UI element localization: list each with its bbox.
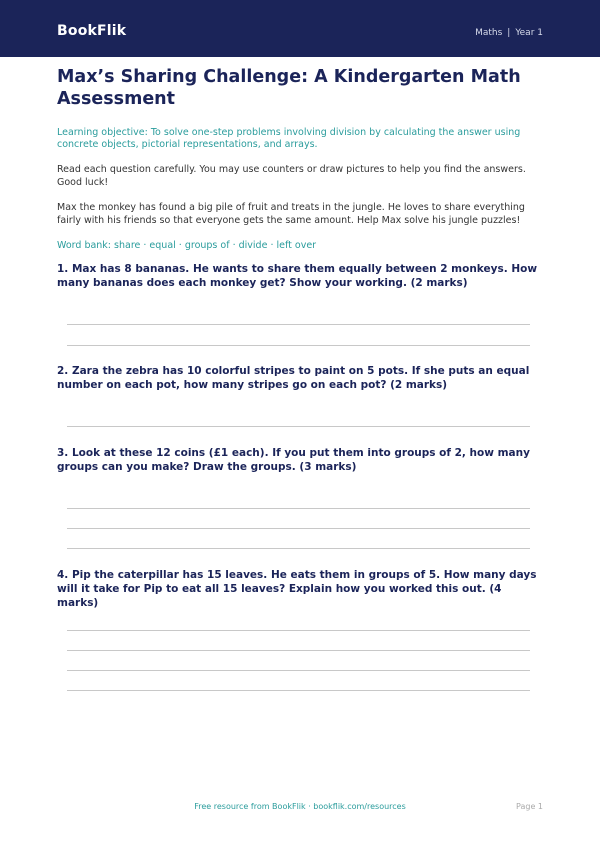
brand-logo-text[interactable]: BookFlik bbox=[57, 23, 127, 39]
year-label: Year 1 bbox=[515, 28, 543, 38]
subject-year-label bbox=[475, 28, 543, 38]
instructions-text: Read each question carefully. You may use counters or draw pictures to help you find the answers. Good luck! bbox=[57, 164, 526, 188]
answer-line[interactable] bbox=[67, 670, 530, 671]
meta-separator: | bbox=[507, 28, 511, 38]
worksheet-intro bbox=[57, 66, 542, 252]
subject-label: Maths bbox=[475, 28, 503, 38]
question-1: 1. Max has 8 bananas. He wants to share them equally between 2 monkeys. How many bananas does each monkey get? Show your working. (2 marks) bbox=[57, 263, 538, 289]
page-title: Max’s Sharing Challenge: A Kindergarten Math Assessment bbox=[57, 67, 521, 109]
answer-line[interactable] bbox=[67, 324, 530, 325]
footer-resource-link[interactable]: Free resource from BookFlik · bookflik.com/resources bbox=[194, 802, 406, 811]
question-2: 2. Zara the zebra has 10 colorful stripes to paint on 5 pots. If she puts an equal number on each pot, how many stripes go on each pot? (2 marks) bbox=[57, 365, 530, 391]
answer-line[interactable] bbox=[67, 345, 530, 346]
question-3: 3. Look at these 12 coins (£1 each). If you put them into groups of 2, how many groups can you make? Draw the groups. (3 marks) bbox=[57, 447, 530, 473]
answer-line[interactable] bbox=[67, 650, 530, 651]
site-header bbox=[0, 0, 600, 57]
word-bank: Word bank: share · equal · groups of · divide · left over bbox=[57, 240, 317, 251]
question-4: 4. Pip the caterpillar has 15 leaves. He eats them in groups of 5. How many days will it take for Pip to eat all 15 leaves? Explain how you worked this out. (4 marks) bbox=[57, 569, 537, 609]
answer-line[interactable] bbox=[67, 630, 530, 631]
answer-line[interactable] bbox=[67, 548, 530, 549]
answer-line[interactable] bbox=[67, 528, 530, 529]
story-text: Max the monkey has found a big pile of fruit and treats in the jungle. He loves to share everything fairly with his friends so that everyone gets the same amount. Help Max solve his jungle puzzles! bbox=[57, 202, 525, 226]
answer-line[interactable] bbox=[67, 508, 530, 509]
answer-line[interactable] bbox=[67, 690, 530, 691]
learning-objective: Learning objective: To solve one-step problems involving division by calculating the answer using concrete objects, pictorial representations, and arrays. bbox=[57, 127, 521, 150]
page-number: Page 1 bbox=[516, 802, 543, 811]
answer-line[interactable] bbox=[67, 426, 530, 427]
